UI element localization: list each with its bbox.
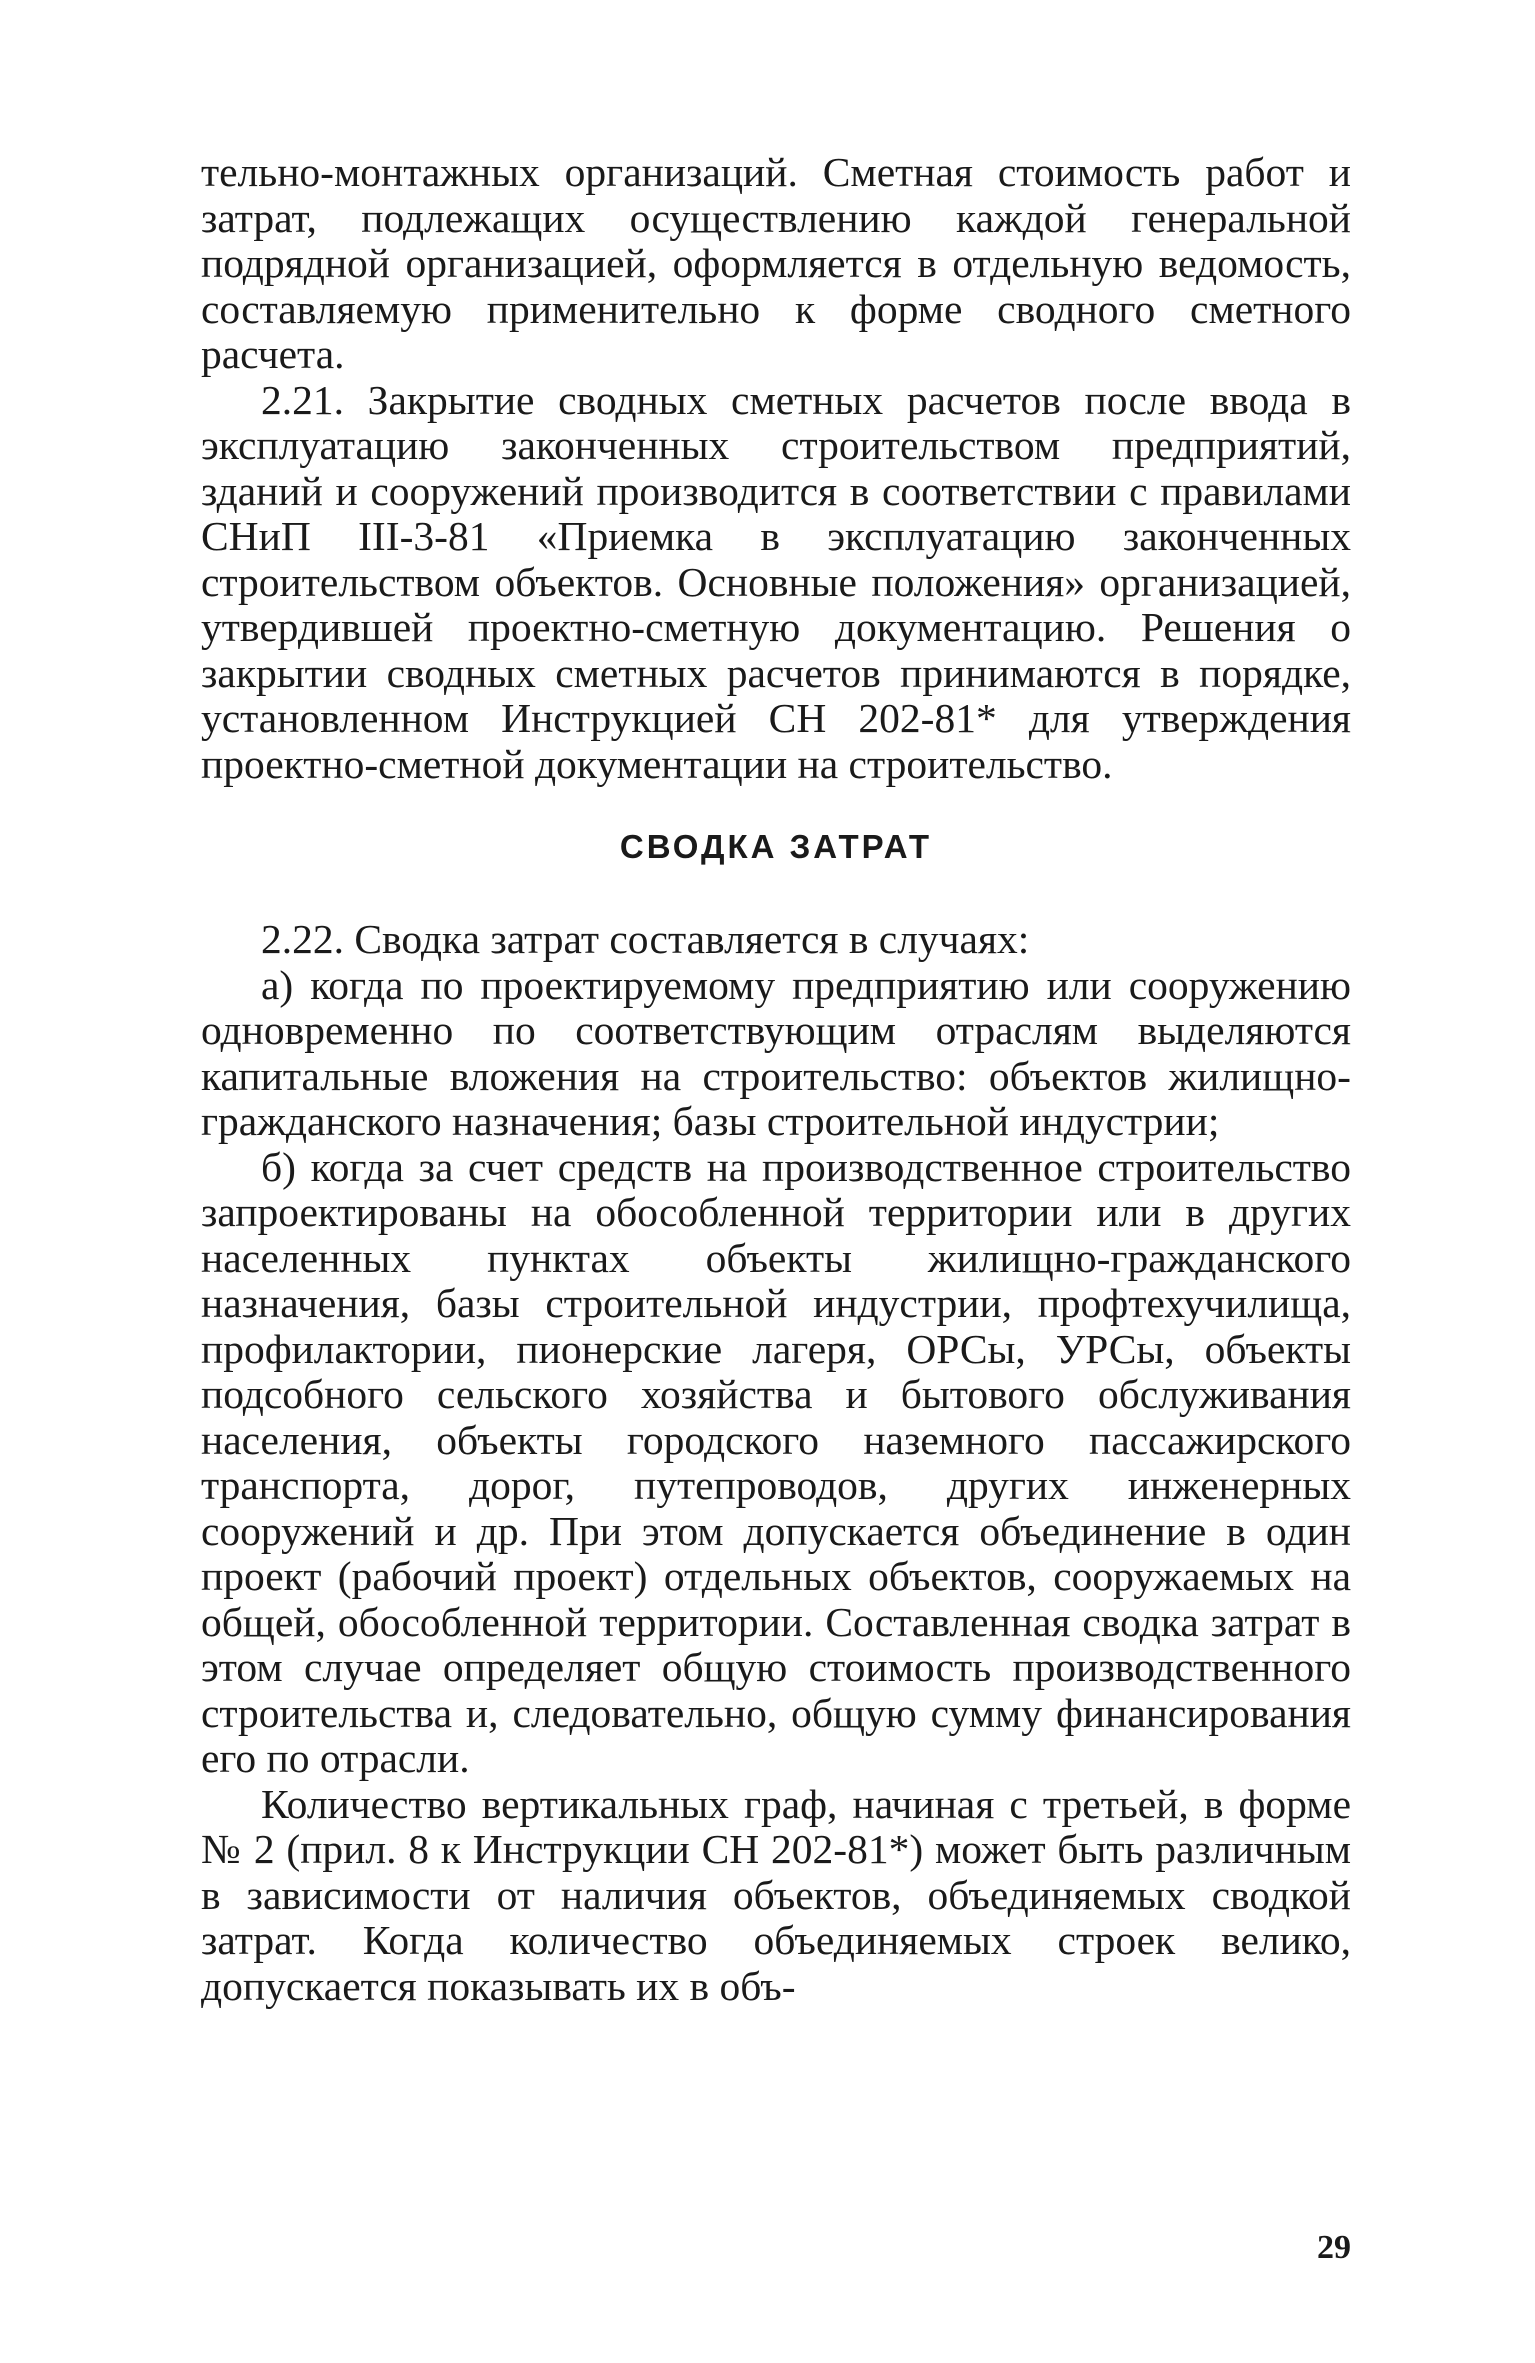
paragraph-continuation: тельно-монтажных организаций. Сметная стоимость работ и затрат, подлежащих осуществлению каждой генеральной подрядной организацией, оформляется в отдельную ведомость, составляемую применительно к форме сводного сметного расчета.	[201, 149, 1351, 377]
page-content	[201, 150, 1351, 2009]
paragraph-2-21: 2.21. Закрытие сводных сметных расчетов после ввода в эксплуатацию законченных строительством предприятий, зданий и сооружений производится в соответствии с правилами СНиП III-3-81 «Приемка в эксплуатацию законченных строительством объектов. Основные положения» организацией, утвердившей проектно-сметную документацию. Решения о закрытии сводных сметных расчетов принимаются в порядке, установленном Инструкцией СН 202-81* для утверждения проектно-сметной документации на строительство.	[201, 376, 1351, 787]
page-number: 29	[1317, 2229, 1351, 2266]
paragraph-columns: Количество вертикальных граф, начиная с третьей, в форме № 2 (прил. 8 к Инструкции СН 202-81*) может быть различным в зависимости от наличия объектов, объединяемых сводкой затрат. Когда количество объединяемых строек велико, допускается показывать их в объ-	[201, 1780, 1351, 2009]
list-item-a: а) когда по проектируемому предприятию или сооружению одновременно по соответствующим отраслям выделяются капитальные вложения на строительство: объектов жилищно-гражданского назначения; базы строительной индустрии;	[201, 961, 1351, 1144]
section-heading: СВОДКА ЗАТРАТ	[619, 828, 933, 865]
list-item-b: б) когда за счет средств на производственное строительство запроектированы на обособленной территории или в других населенных пунктах объекты жилищно-гражданского назначения, базы строительной индустрии, профтехучилища, профилактории, пионерские лагеря, ОРСы, УРСы, объекты подсобного сельского хозяйства и бытового обслуживания населения, объекты городского наземного пассажирского транспорта, дорог, путепроводов, других инженерных сооружений и др. При этом допускается объединение в один проект (рабочий проект) отдельных объектов, сооружаемых на общей, обособленной территории. Составленная сводка затрат в этом случае определяет общую стоимость производственного строительства и, следовательно, общую сумму финансирования его по отрасли.	[201, 1143, 1351, 1781]
paragraph-2-22: 2.22. Сводка затрат составляется в случаях:	[261, 916, 1030, 962]
